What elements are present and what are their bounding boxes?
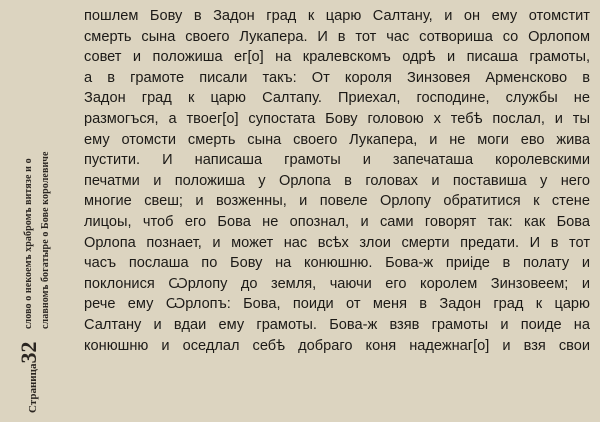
sidebar-rotated [6, 1, 66, 421]
text-line: Салтану и вдаи ему грамоты. Бова-ж взяв грамоты и поиде на [84, 316, 590, 333]
running-title [20, 151, 54, 329]
text-line: ему отомсти смерть сына своего Лукапера, и не моги ево жива [84, 131, 590, 148]
text-line: а в грамоте писали такъ: От короля Зинзовея Арменсково в [84, 69, 590, 86]
text-line: смерть сына своего Лукапера. И в тот час сотвориша со Орлопом [84, 28, 590, 45]
text-line: рече ему Ѡрлопъ: Бова, поиди от меня в Задон град к царю [84, 296, 590, 313]
text-line: совет и положиша ег[о] на кралевскомъ одрѣ и писаша грамоты, [84, 49, 590, 66]
page-number: 32 [16, 341, 41, 364]
text-line: пустити. И написаша грамоты и запечаташа королевскими [84, 152, 590, 169]
running-title-line-1: слово о некоемъ храбромъ витязе и о [23, 158, 34, 329]
page-sidebar [0, 0, 72, 422]
body-text [84, 6, 590, 356]
text-line: поклонися Ѡрлопу до земля, чаючи его королем Зинзовеем; и [84, 275, 590, 292]
text-line: Орлопа познает, и может нас всѣх злои смерти предати. И в тот [84, 234, 590, 251]
text-line: конюшню и оседлал себѣ добраго коня надежнаг[о] и взя свои [84, 337, 590, 354]
running-title-line-2: славномъ богатыре о Бове королевиче [40, 151, 51, 329]
text-line: печатми и положиша у Орлопа в головах и поставиша у него [84, 172, 590, 189]
text-line: лицоы, чтоб его Бова не опознал, и сами говорят так: как Бова [84, 213, 590, 230]
text-line: пошлем Бову в Задон град к царю Салтану, и он ему отомстит [84, 8, 590, 24]
text-line: многие свеш; и возженны, и повеле Орлопу обратитися к стене [84, 193, 590, 210]
text-line: часъ послаша по Бову на конюшню. Бова-ж приіде в полату и [84, 255, 590, 272]
text-line: размогъся, а твоег[о] супостата Бову головою х тебѣ послал, и ты [84, 110, 590, 127]
page-label: Страница [27, 363, 39, 413]
text-line: Задон град к царю Салтапу. Приехал, господине, службы не [84, 90, 590, 107]
page-number-block [16, 342, 42, 413]
